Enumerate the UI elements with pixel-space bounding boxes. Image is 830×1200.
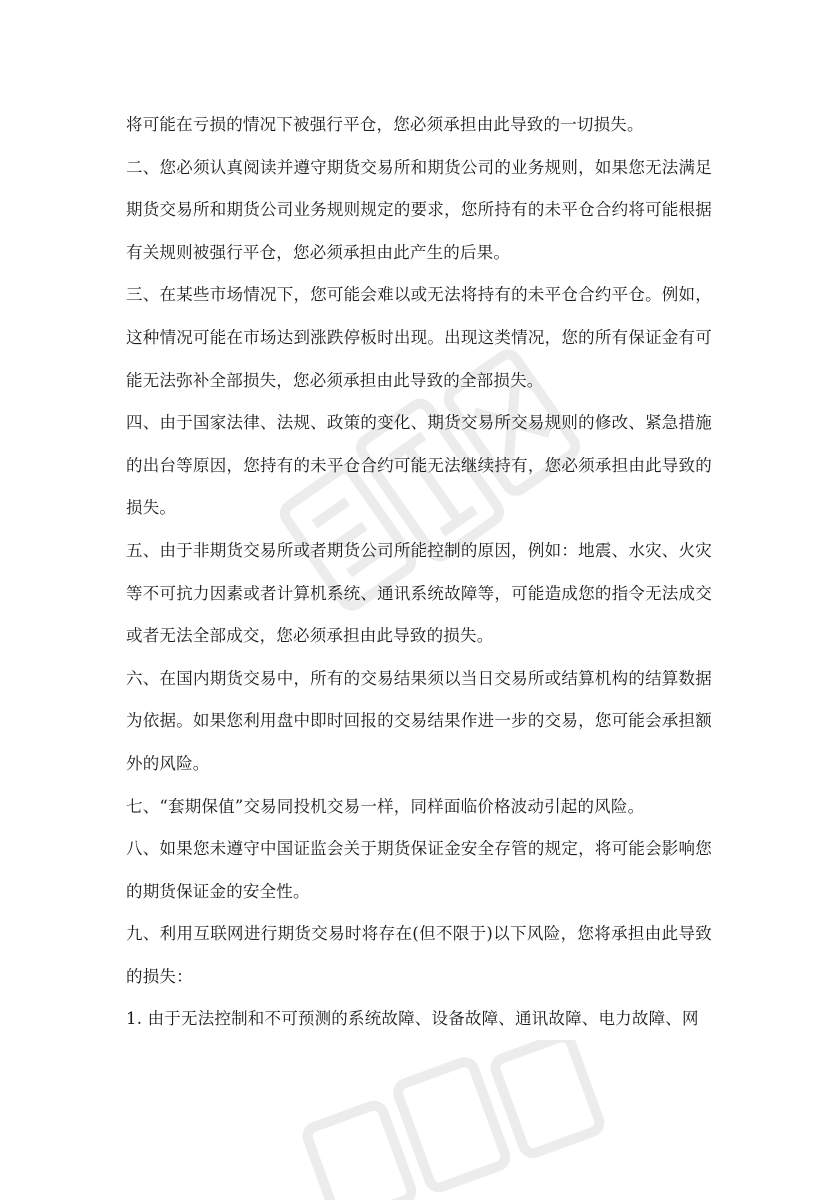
paragraph-item-8: 八、如果您未遵守中国证监会关于期货保证金安全存管的规定，将可能会影响您的期货保证金的安全性。 <box>126 839 712 901</box>
paragraph-subitem-1: 1. 由于无法控制和不可预测的系统故障、设备故障、通讯故障、电力故障、网 <box>126 1009 699 1029</box>
paragraph-item-9: 九、利用互联网进行期货交易时将存在(但不限于)以下风险，您将承担由此导致的损失： <box>126 924 712 986</box>
paragraph-item-5: 五、由于非期货交易所或者期货公司所能控制的原因，例如：地震、水灾、火灾等不可抗力因素或者计算机系统、通讯系统故障等，可能造成您的指令无法成交或者无法全部成交，您必须承担由此导致的损失。 <box>126 540 712 646</box>
paragraph-item-4: 四、由于国家法律、法规、政策的变化、期货交易所交易规则的修改、紧急措施的出台等原因，您持有的未平仓合约可能无法继续持有，您必须承担由此导致的损失。 <box>126 413 712 518</box>
paragraph-item-3: 三、在某些市场情况下，您可能会难以或无法将持有的未平仓合约平仓。例如，这种情况可能在市场达到涨跌停板时出现。出现这类情况，您的所有保证金有可能无法弥补全部损失，您必须承担由此导致的全部损失。 <box>126 285 712 390</box>
paragraph-item-6: 六、在国内期货交易中，所有的交易结果须以当日交易所或结算机构的结算数据为依据。如果您利用盘中即时回报的交易结果作进一步的交易，您可能会承担额外的风险。 <box>126 668 712 773</box>
paragraph-item-2: 二、您必须认真阅读并遵守期货交易所和期货公司的业务规则，如果您无法满足期货交易所和期货公司业务规则规定的要求，您所持有的未平仓合约将可能根据有关规则被强行平仓，您必须承担由此产生的后果。 <box>126 157 712 262</box>
watermark-bottom-icon <box>280 1040 620 1200</box>
document-body <box>126 104 712 1041</box>
paragraph-item-7: 七、“套期保值”交易同投机交易一样，同样面临价格波动引起的风险。 <box>126 796 645 816</box>
paragraph-continuation: 将可能在亏损的情况下被强行平仓，您必须承担由此导致的一切损失。 <box>126 115 644 134</box>
